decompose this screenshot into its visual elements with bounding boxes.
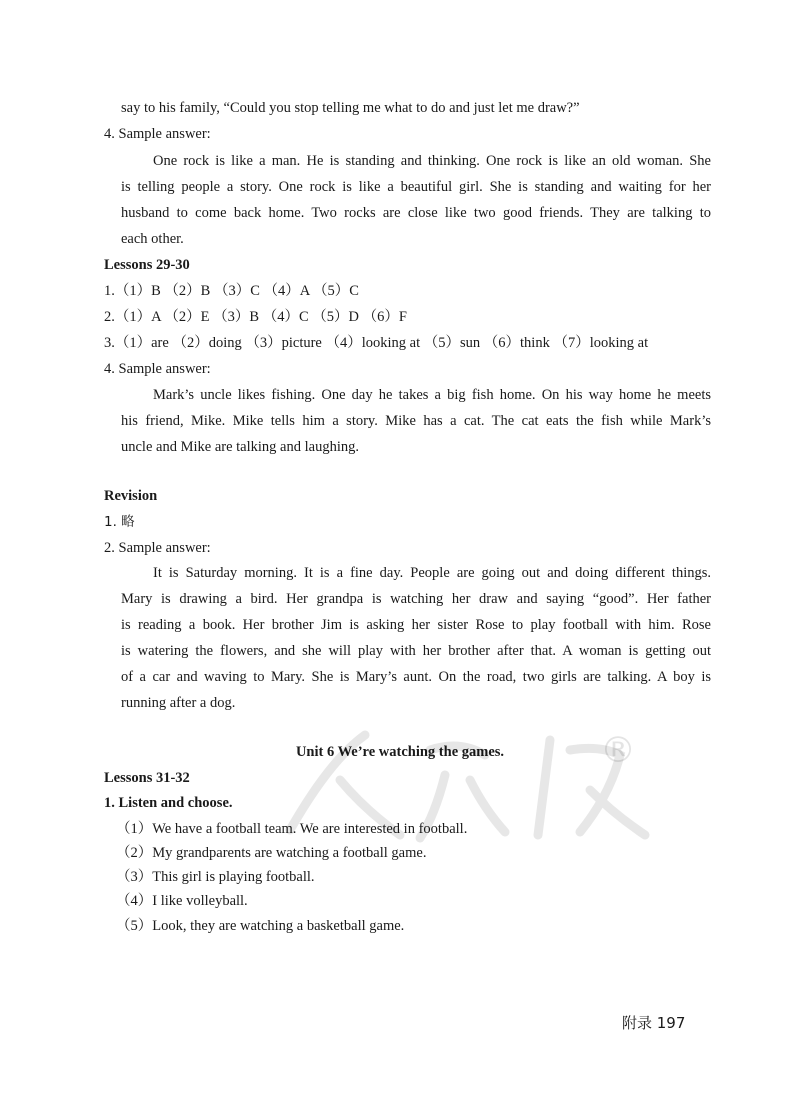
answer-line: 2.（1）A （2）E （3）B （4）C （5）D （6）F — [104, 309, 407, 325]
item-label: 1. 略 — [104, 514, 135, 530]
text-line: is telling people a story. One rock is like a beautiful girl. She is standing and waiting for her — [121, 179, 711, 195]
page-number: 附录 197 — [622, 1014, 686, 1032]
text-line: running after a dog. — [121, 695, 236, 711]
list-item: （3）This girl is playing football. — [116, 869, 315, 885]
list-item: （4）I like volleyball. — [116, 893, 248, 909]
text-line: of a car and waving to Mary. She is Mary’s aunt. On the road, two girls are talking. A boy is — [121, 669, 711, 685]
answer-line: 1.（1）B （2）B （3）C （4）A （5）C — [104, 283, 359, 299]
text-line: uncle and Mike are talking and laughing. — [121, 439, 359, 455]
text-line: his friend, Mike. Mike tells him a story. Mike has a cat. The cat eats the fish while Mark’s — [121, 413, 711, 429]
text-line: Mary is drawing a bird. Her grandpa is watching her draw and saying “good”. Her father — [121, 591, 711, 607]
item-label: 4. Sample answer: — [104, 126, 211, 142]
text-line: husband to come back home. Two rocks are close like two good friends. They are talking to — [121, 205, 711, 221]
text-line: each other. — [121, 231, 184, 247]
registered-mark: ® — [600, 730, 636, 771]
exercise-title: 1. Listen and choose. — [104, 795, 233, 811]
item-label: 4. Sample answer: — [104, 361, 211, 377]
answer-line: 3.（1）are （2）doing （3）picture （4）looking at （5）sun （6）think （7）looking at — [104, 335, 649, 351]
list-item: （1）We have a football team. We are interested in football. — [116, 821, 468, 837]
unit-title: Unit 6 We’re watching the games. — [295, 744, 505, 760]
item-label: 2. Sample answer: — [104, 540, 211, 556]
text-line: Mark’s uncle likes fishing. One day he takes a big fish home. On his way home he meets — [153, 387, 711, 403]
text-line: is watering the flowers, and she will play with her brother after that. A woman is getting out — [121, 643, 711, 659]
section-heading: Lessons 31-32 — [104, 770, 190, 786]
list-item: （5）Look, they are watching a basketball game. — [116, 918, 405, 934]
text-line: is reading a book. Her brother Jim is asking her sister Rose to play football with him. Rose — [121, 617, 711, 633]
text-line: One rock is like a man. He is standing and thinking. One rock is like an old woman. She — [153, 153, 711, 169]
list-item: （2）My grandparents are watching a football game. — [116, 845, 427, 861]
section-heading: Revision — [104, 488, 158, 504]
text-line: It is Saturday morning. It is a fine day. People are going out and doing different things. — [153, 565, 711, 581]
section-heading: Lessons 29-30 — [104, 257, 190, 273]
text-line: say to his family, “Could you stop telling me what to do and just let me draw?” — [121, 100, 580, 116]
